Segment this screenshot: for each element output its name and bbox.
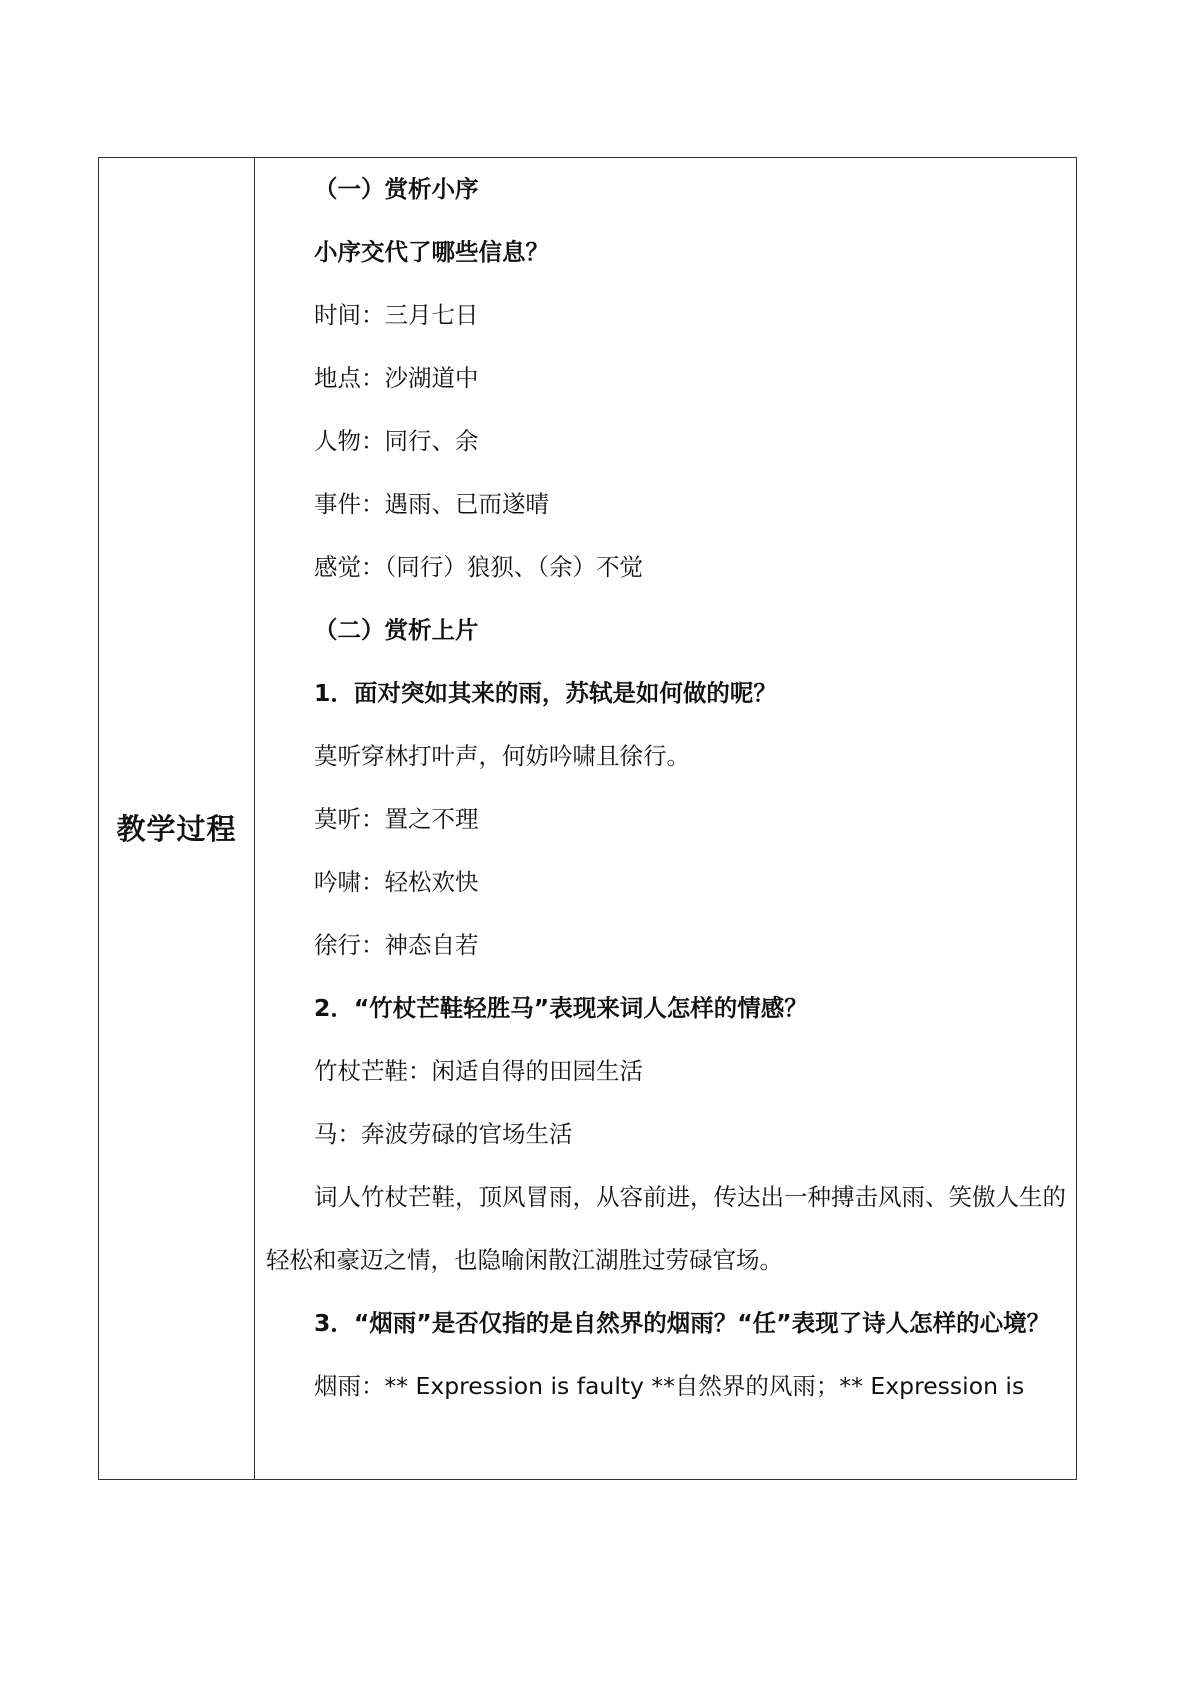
- content-paragraphs: [266, 158, 1066, 1418]
- paragraph: 人物：同行、余: [314, 427, 479, 455]
- lesson-table: [98, 157, 1077, 1480]
- paragraph: 词人竹杖芒鞋，顶风冒雨，从容前进，传达出一种搏击风雨、笑傲人生的轻松和豪迈之情，也隐喻闲散江湖胜过劳碌官场。: [266, 1183, 1066, 1274]
- row-label: 教学过程: [116, 812, 237, 846]
- row-label-cell: [99, 158, 255, 1479]
- section-heading: 1．面对突如其来的雨，苏轼是如何做的呢？: [314, 679, 777, 707]
- content-cell: [255, 158, 1076, 1479]
- paragraph: 事件：遇雨、已而遂晴: [314, 490, 549, 518]
- section-heading: 小序交代了哪些信息？: [314, 238, 549, 266]
- section-heading: （二）赏析上片: [314, 616, 479, 644]
- paragraph: 感觉：（同行）狼狈、（余）不觉: [314, 553, 643, 581]
- paragraph: 烟雨：** Expression is faulty **自然界的风雨；** Expression is: [314, 1372, 1025, 1400]
- paragraph: 莫听：置之不理: [314, 805, 479, 833]
- paragraph: 马：奔波劳碌的官场生活: [314, 1120, 573, 1148]
- section-heading: 3．“烟雨”是否仅指的是自然界的烟雨？“任”表现了诗人怎样的心境？: [314, 1309, 1051, 1337]
- paragraph: 徐行：神态自若: [314, 931, 479, 959]
- paragraph: 地点：沙湖道中: [314, 364, 479, 392]
- paragraph: 竹杖芒鞋：闲适自得的田园生活: [314, 1057, 643, 1085]
- paragraph: 时间：三月七日: [314, 301, 479, 329]
- paragraph: 吟啸：轻松欢快: [314, 868, 479, 896]
- section-heading: 2．“竹杖芒鞋轻胜马”表现来词人怎样的情感？: [314, 994, 808, 1022]
- paragraph: 莫听穿林打叶声，何妨吟啸且徐行。: [314, 742, 690, 770]
- section-heading: （一）赏析小序: [314, 175, 479, 203]
